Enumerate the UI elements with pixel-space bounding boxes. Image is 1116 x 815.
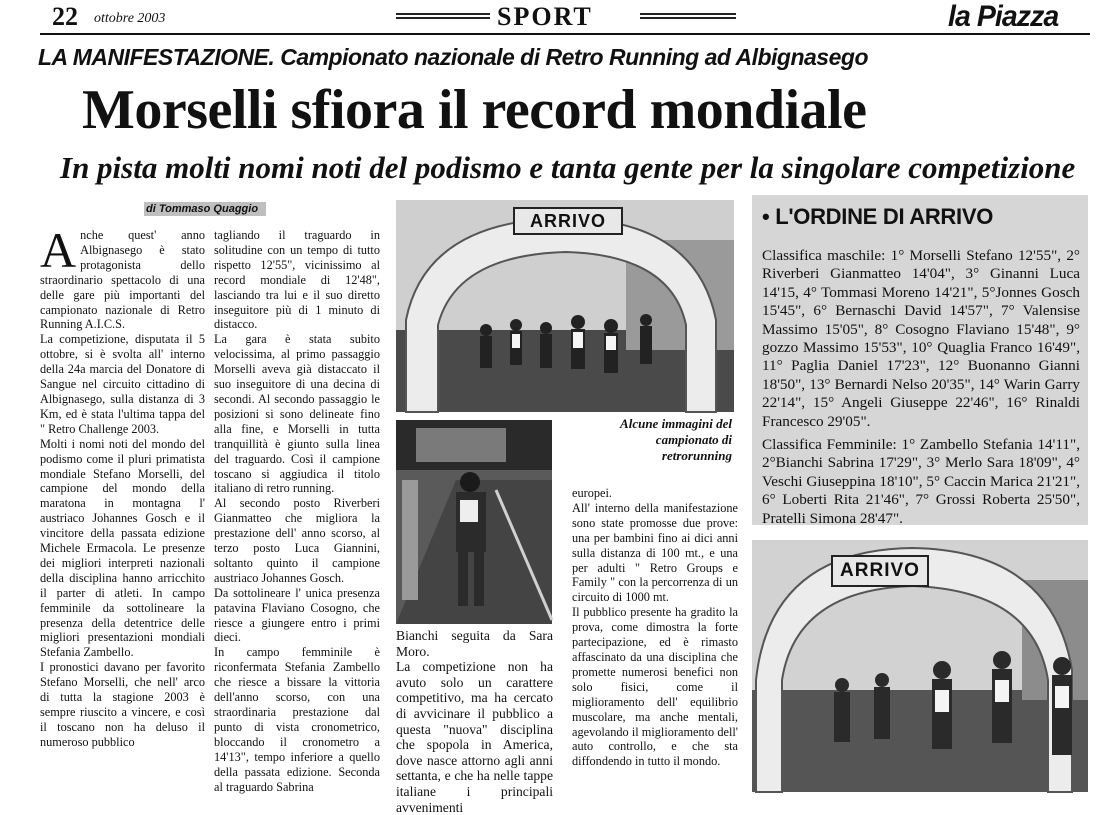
paragraph: Da sottolineare l' unica presenza patavina Flaviano Cosogno, che riesce a giungere entro i primi dieci.	[214, 585, 380, 645]
paragraph: All' interno della manifestazione sono state promosse due prove: una per bambini fino ai dici anni sulla distanza di 100 mt., e una per adulti " Retro Groups e Family " con la percorrenza di un circuito di 1000 mt.	[572, 500, 738, 605]
article-byline: di Tommaso Quaggio	[144, 202, 266, 216]
drop-cap: A	[40, 222, 77, 278]
header-divider	[40, 33, 1090, 35]
issue-date: ottobre 2003	[94, 11, 166, 26]
article-headline: Morselli sfiora il record mondiale	[82, 79, 867, 141]
results-women: Classifica Femminile: 1° Zambello Stefania 14'11", 2°Bianchi Sabrina 17'29", 3° Merlo Sara 18'09", 4° Veschi Giuseppina 18'10", 5° Caccin Marica 21'21", 6° Loberti Rita 21'46", 7° Grossi Roberta 25'50", Pratelli Simona 28'47".	[762, 436, 1080, 527]
arch-label: ARRIVO	[529, 211, 606, 231]
paragraph: nche quest' anno Albignasego è stato protagonista dello straordinario spettacolo di una delle gare più importanti del campionato nazionale di Retro Running A.I.C.S.	[40, 228, 205, 332]
article-column-1	[40, 222, 205, 800]
article-column-2	[214, 228, 380, 800]
paragraph: La competizione, disputata il 5 ottobre, si è svolta all' interno della 24a marcia del Donatore di Sangue nel circuito cittadino di Albignasego, sulla distanza di 3 Km, ed è stata l'ultima tappa del " Retro Challenge 2003.	[40, 332, 205, 436]
paragraph: La competizione non ha avuto solo un carattere competitivo, ma ha cercato di avvicinare il pubblico a questa "nuova" disciplina che spopola in America, dove nasce attorno agli anni settanta, e che ha nelle tappe italiane i principali avvenimenti	[396, 659, 553, 815]
photo-caption: Alcune immagini del campionato di retrorunning	[620, 416, 732, 463]
race-photo-runner	[396, 420, 552, 624]
article-column-3	[396, 628, 553, 815]
race-photo-runners-arch	[752, 540, 1088, 792]
runner-illustration	[396, 420, 552, 624]
results-title: • L'ORDINE DI ARRIVO	[762, 204, 994, 229]
race-photo-finish-arch	[396, 200, 734, 412]
article-kicker: LA MANIFESTAZIONE. Campionato nazionale di Retro Running ad Albignasego	[38, 44, 868, 70]
newspaper-logo: la Piazza	[948, 0, 1059, 33]
paragraph: europei.	[572, 486, 612, 500]
page-number: 22	[52, 2, 78, 31]
paragraph: La gara è stata subito velocissima, al primo passaggio Morselli aveva già distaccato il suo inseguitore di una decina di secondi. Al secondo passaggio le posizioni si sono delineate fino alla fine, e Morselli in tutta tranquillità è giunto sulla linea del traguardo. Così il campione toscano si aggiudica il titolo italiano di retro running.	[214, 332, 380, 496]
paragraph: I pronostici davano per favorito Stefano Morselli, che nell' arco di tutta la stagione 2003 è sempre riuscito a vincere, e così il toscano non ha deluso il numeroso pubblico	[40, 660, 205, 749]
paragraph: tagliando il traguardo in solitudine con un tempo di tutto rispetto 12'55", vicinissimo al record mondiale di 12'48", lasciando tra lui e il suo diretto inseguitore più di 1 minuto di distacco.	[214, 228, 380, 332]
paragraph: Il pubblico presente ha gradito la prova, come dimostra la forte partecipazione, ed è rimasto affascinato da una disciplina che promette numerosi benefici non solo fisici, come il miglioramento dell' equilibrio muscolare, ma anche mentali, agevolando il miglioramento dell' auto controllo, e che sta diffondendo in tutto il mondo.	[572, 605, 738, 769]
header-rule-left	[396, 13, 490, 19]
paragraph: Bianchi seguita da Sara Moro.	[396, 628, 553, 659]
header-rule-right	[640, 13, 736, 19]
paragraph: In campo femminile è riconfermata Stefania Zambello che riesce a bissare la vittoria dell'anno scorso, con una straordinaria prestazione dal punto di vista cronometrico, bloccando il cronometro a 14'13", tempo inferiore a quello della passata edizione. Seconda al traguardo Sabrina	[214, 645, 380, 794]
results-men: Classifica maschile: 1° Morselli Stefano 12'55", 2° Riverberi Gianmatteo 14'04", 3° Ginanni Luca 14'15, 4° Tommasi Moreno 14'21", 5°Jonnes Gosch 15'45", 6° Bernaschi David 14'57", 7° Valensise Massimo 15'05", 8° Cosogno Flaviano 15'48", 9° gozzo Massimo 15'53", 10° Quaglia Franco 16'49", 11° Paglia Daniel 17'23", 12° Buonanno Gianni 18'50", 13° Bernardi Nelso 20'35", 14° Warin Garry 22'14", 15° Angeli Giuseppe 22'46", 16° Rinaldi Francesco 29'05".	[762, 247, 1080, 430]
article-column-4	[572, 486, 738, 800]
arch-label: ARRIVO	[840, 560, 920, 581]
paragraph: Molti i nomi noti del mondo del podismo come il pluri primatista mondiale Stefano Morselli, del campione del mondo della maratona in montagna l' austriaco Johannes Gosch e il vincitore della passata edizione Michele Ermacola. Le presenze dei migliori interpreti nazionali della disciplina hanno arricchito il parter di atleti. In campo femminile da sottolineare la presenza della detentrice delle migliori presentazioni mondiali Stefania Zambello.	[40, 436, 205, 660]
article-subheadline: In pista molti nomi noti del podismo e tanta gente per la singolare competizione	[60, 150, 1076, 185]
paragraph: Al secondo posto Riverberi Gianmatteo che migliora la prestazione dell' anno scorso, al terzo posto Luca Giannini, soltanto quinto il campione austriaco Johannes Gosch.	[214, 496, 380, 585]
section-title: SPORT	[497, 2, 593, 31]
